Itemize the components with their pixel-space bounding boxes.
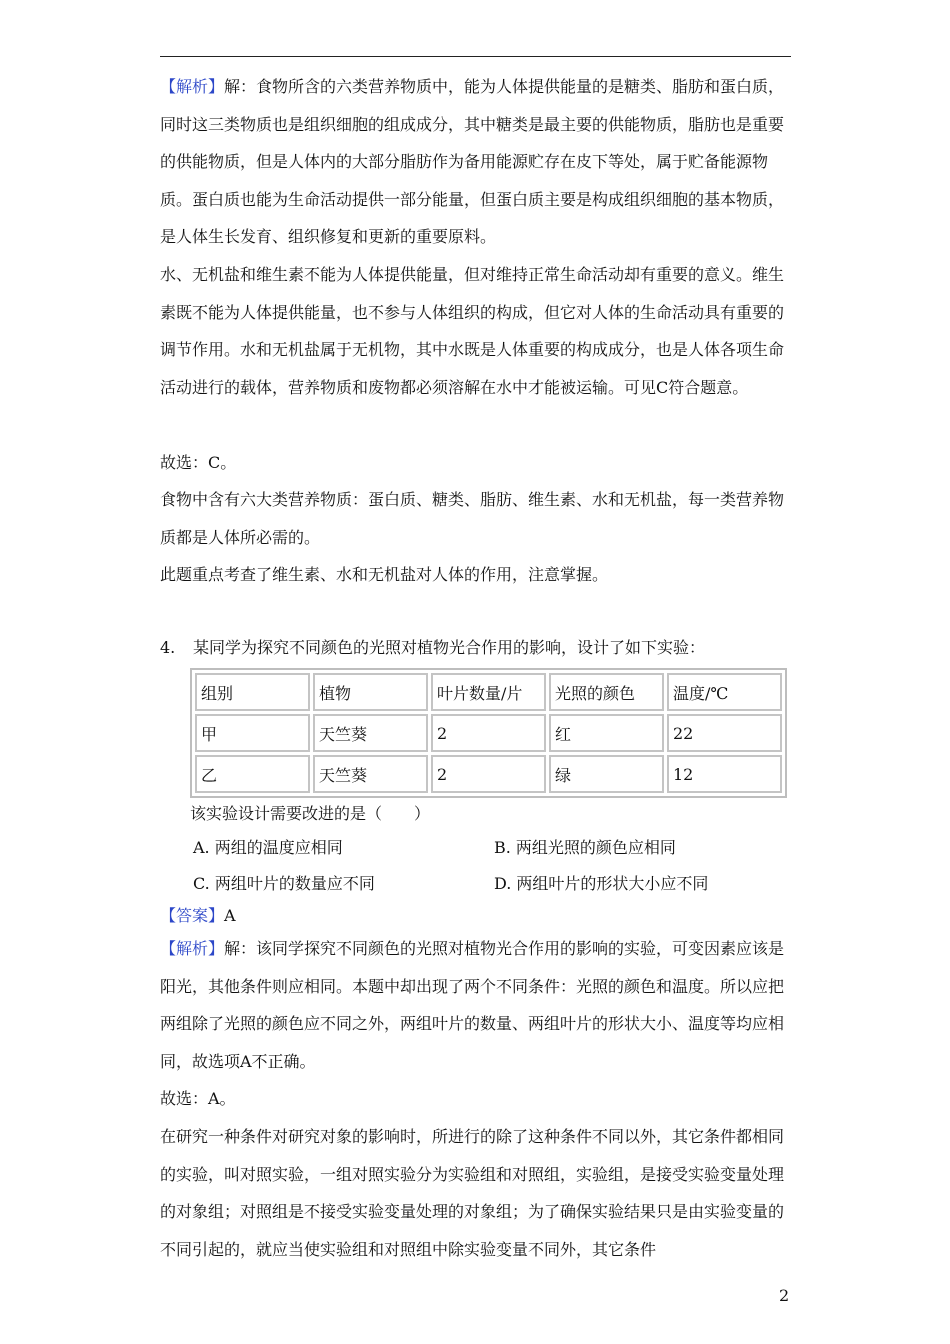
table-row: [195, 714, 782, 752]
key-point-line: 此题重点考查了维生素、水和无机盐对人体的作用，注意掌握。: [160, 565, 609, 584]
analysis-paragraph-2: 水、无机盐和维生素不能为人体提供能量，但对维持正常生命活动却有重要的意义。维生素既不能为人体提供能量，也不参与人体组织的构成，但它对人体的生命活动具有重要的调节作用。水和无机盐属于无机物，其中水既是人体重要的构成成分，也是人体各项生命活动进行的载体，营养物质和废物都必须溶解在水中才能被运输。可见C符合题意。: [160, 265, 785, 397]
q4-analysis-paragraph: [160, 930, 796, 1080]
analysis-text: 解：该同学探究不同颜色的光照对植物光合作用的影响的实验，可变因素应该是阳光，其他条件则应相同。本题中却出现了两个不同条件：光照的颜色和温度。所以应把两组除了光照的颜色应不同之外，两组叶片的数量、两组叶片的形状大小、温度等均应相同，故选项A不正确。: [160, 939, 785, 1071]
table-cell: 红: [549, 714, 664, 752]
analysis-paragraph-1: [160, 68, 796, 256]
analysis-tag: 【解析】: [160, 77, 225, 96]
table-cell: 天竺葵: [313, 714, 428, 752]
table-cell: 2: [431, 755, 546, 793]
table-cell: 12: [667, 755, 782, 793]
summary-paragraph: 食物中含有六大类营养物质：蛋白质、糖类、脂肪、维生素、水和无机盐，每一类营养物质都是人体所必需的。: [160, 490, 785, 547]
q4-choice-line: 故选：A。: [160, 1089, 236, 1108]
question-number: 4.: [160, 638, 176, 657]
question-prompt: 该实验设计需要改进的是（ ）: [190, 804, 431, 823]
header-cell: 叶片数量/片: [431, 673, 546, 711]
table-cell: 天竺葵: [313, 755, 428, 793]
table-cell: 乙: [195, 755, 310, 793]
table-cell: 22: [667, 714, 782, 752]
analysis-text: 解：食物所含的六类营养物质中，能为人体提供能量的是糖类、脂肪和蛋白质，同时这三类物质也是组织细胞的组成成分，其中糖类是最主要的供能物质，脂肪也是重要的供能物质，但是人体内的大部分脂肪作为备用能源贮存在皮下等处，属于贮备能源物质。蛋白质也能为生命活动提供一部分能量，但蛋白质主要是构成组织细胞的基本物质，是人体生长发育、组织修复和更新的重要原料。: [160, 77, 785, 247]
question-stem: 某同学为探究不同颜色的光照对植物光合作用的影响，设计了如下实验：: [193, 638, 706, 657]
option-c: C. 两组叶片的数量应不同: [193, 874, 375, 893]
option-b: B. 两组光照的颜色应相同: [494, 838, 676, 857]
table-header-row: [195, 673, 782, 711]
option-a: A. 两组的温度应相同: [193, 838, 343, 857]
header-cell: 光照的颜色: [549, 673, 664, 711]
option-d: D. 两组叶片的形状大小应不同: [494, 874, 709, 893]
table-cell: 甲: [195, 714, 310, 752]
answer-value: A: [224, 906, 236, 925]
header-cell: 植物: [313, 673, 428, 711]
experiment-table: [190, 668, 787, 798]
table-cell: 2: [431, 714, 546, 752]
choice-line: 故选：C。: [160, 453, 237, 472]
answer-line: [160, 902, 236, 930]
header-cell: 组别: [195, 673, 310, 711]
header-rule: [160, 56, 791, 57]
q4-extra-paragraph: 在研究一种条件对研究对象的影响时，所进行的除了这种条件不同以外，其它条件都相同的实验，叫对照实验，一组对照实验分为实验组和对照组，实验组，是接受实验变量处理的对象组；对照组是不接受实验变量处理的对象组；为了确保实验结果只是由实验变量的不同引起的，就应当使实验组和对照组中除实验变量不同外，其它条件: [160, 1127, 785, 1259]
table-row: [195, 755, 782, 793]
analysis-tag: 【解析】: [160, 939, 225, 958]
header-cell: 温度/℃: [667, 673, 782, 711]
page-number: 2: [779, 1286, 790, 1305]
table-cell: 绿: [549, 755, 664, 793]
answer-tag: 【答案】: [160, 906, 225, 925]
